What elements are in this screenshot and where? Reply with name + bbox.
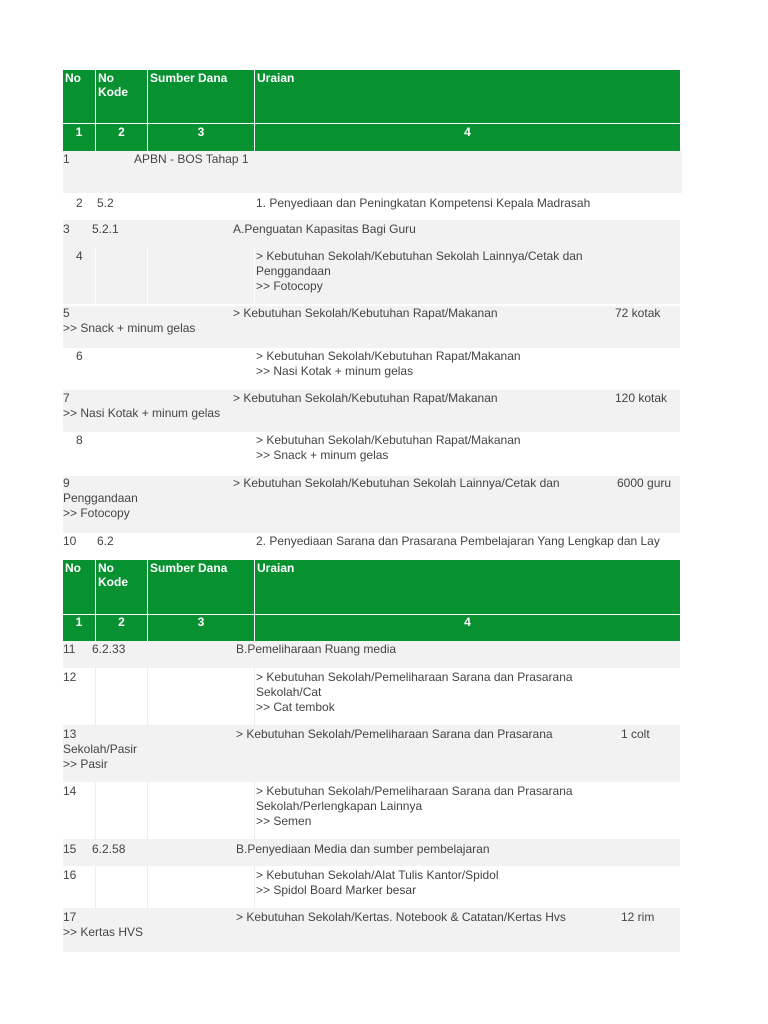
table-row bbox=[63, 247, 680, 304]
row-kode: 6.2.33 bbox=[92, 642, 126, 656]
header-num-4: 4 bbox=[464, 125, 471, 139]
row-text: > Kebutuhan Sekolah/Pemeliharaan Sarana dan Prasarana Sekolah/Cat >> Cat tembok bbox=[256, 670, 573, 714]
table-row bbox=[63, 839, 680, 866]
row-text: > Kebutuhan Sekolah/Kebutuhan Sekolah Lainnya/Cetak dan bbox=[233, 476, 560, 490]
table-row bbox=[63, 476, 680, 533]
row-text: 2. Penyediaan Sarana dan Prasarana Pembelajaran Yang Lengkap dan Lay bbox=[256, 534, 660, 548]
row-text: > Kebutuhan Sekolah/Kebutuhan Rapat/Makanan bbox=[233, 391, 498, 405]
header-num-2: 2 bbox=[118, 615, 125, 629]
table-header bbox=[63, 70, 680, 151]
header-kode: No Kode bbox=[95, 70, 147, 151]
row-no: 6 bbox=[76, 349, 83, 363]
header-sumber-dana: Sumber Dana bbox=[147, 70, 254, 151]
row-no: 4 bbox=[76, 249, 83, 263]
row-subtext: >> Kertas HVS bbox=[63, 925, 144, 939]
row-text: > Kebutuhan Sekolah/Kebutuhan Rapat/Makanan >> Snack + minum gelas bbox=[256, 433, 521, 462]
row-kode: 6.2.58 bbox=[92, 842, 126, 856]
table-row bbox=[63, 306, 680, 348]
row-no: 14 bbox=[63, 784, 77, 798]
row-text: > Kebutuhan Sekolah/Pemeliharaan Sarana dan Prasarana Sekolah/Perlengkapan Lainnya >> Semen bbox=[256, 784, 573, 828]
header-no: No bbox=[65, 561, 81, 575]
row-kode: 6.2 bbox=[97, 534, 114, 548]
row-subtext: Penggandaan >> Fotocopy bbox=[63, 491, 138, 520]
header-num-3: 3 bbox=[197, 615, 205, 629]
header-num-4: 4 bbox=[464, 615, 471, 629]
table-row bbox=[63, 782, 680, 839]
row-text: A.Penguatan Kapasitas Bagi Guru bbox=[233, 222, 416, 236]
row-qty: 12 rim bbox=[621, 910, 655, 924]
header-sumber-dana: Sumber Dana bbox=[147, 560, 254, 641]
table-row bbox=[63, 641, 680, 668]
header-uraian: Uraian bbox=[254, 560, 680, 641]
row-kode: 5.2 bbox=[97, 196, 114, 210]
row-qty: 6000 guru bbox=[617, 476, 672, 490]
row-text: > Kebutuhan Sekolah/Kertas. Notebook & Catatan/Kertas Hvs bbox=[236, 910, 566, 924]
row-subtext: Sekolah/Pasir >> Pasir bbox=[63, 742, 138, 771]
row-no: 11 bbox=[63, 642, 76, 656]
row-qty: 1 colt bbox=[621, 727, 650, 741]
row-no: 5 bbox=[63, 306, 70, 320]
header-num-2: 2 bbox=[118, 125, 125, 139]
header-uraian: Uraian bbox=[254, 70, 680, 151]
row-no: 8 bbox=[76, 433, 83, 447]
row-no: 12 bbox=[63, 670, 77, 684]
table-row bbox=[63, 151, 682, 193]
row-text: > Kebutuhan Sekolah/Kebutuhan Sekolah Lainnya/Cetak dan Penggandaan >> Fotocopy bbox=[256, 249, 583, 293]
table-row bbox=[63, 390, 680, 432]
row-text: > Kebutuhan Sekolah/Kebutuhan Rapat/Makanan >> Nasi Kotak + minum gelas bbox=[256, 349, 521, 378]
row-no: 16 bbox=[63, 868, 77, 882]
row-no: 3 bbox=[63, 222, 70, 236]
row-no: 7 bbox=[63, 391, 70, 405]
table-row bbox=[63, 533, 680, 560]
row-no: 2 bbox=[76, 196, 83, 210]
row-subtext: >> Nasi Kotak + minum gelas bbox=[63, 406, 221, 420]
table-row bbox=[63, 193, 680, 220]
row-text: B.Penyediaan Media dan sumber pembelajaran bbox=[236, 842, 490, 856]
row-qty: 120 kotak bbox=[615, 391, 668, 405]
row-text: > Kebutuhan Sekolah/Alat Tulis Kantor/Spidol >> Spidol Board Marker besar bbox=[256, 868, 499, 897]
table-header bbox=[63, 560, 680, 641]
row-subtext: >> Snack + minum gelas bbox=[63, 321, 196, 335]
row-no: 17 bbox=[63, 910, 77, 924]
row-text: B.Pemeliharaan Ruang media bbox=[236, 642, 397, 656]
header-kode: No Kode bbox=[95, 560, 147, 641]
table-row bbox=[63, 432, 680, 476]
table-row bbox=[63, 908, 680, 952]
row-kode: 5.2.1 bbox=[92, 222, 119, 236]
row-no: 15 bbox=[63, 842, 77, 856]
row-text: 1. Penyediaan dan Peningkatan Kompetensi Kepala Madrasah bbox=[256, 196, 591, 210]
header-num-1: 1 bbox=[75, 125, 83, 139]
table-row bbox=[63, 668, 680, 725]
row-text: APBN - BOS Tahap 1 bbox=[134, 152, 249, 166]
row-qty: 72 kotak bbox=[615, 306, 661, 320]
row-text: > Kebutuhan Sekolah/Pemeliharaan Sarana dan Prasarana bbox=[236, 727, 553, 741]
row-no: 13 bbox=[63, 727, 77, 741]
table-row bbox=[63, 220, 680, 247]
table-row bbox=[63, 725, 680, 782]
row-text: > Kebutuhan Sekolah/Kebutuhan Rapat/Makanan bbox=[233, 306, 498, 320]
table-row bbox=[63, 348, 680, 390]
header-num-3: 3 bbox=[197, 125, 205, 139]
table-row bbox=[63, 866, 680, 908]
row-no: 1 bbox=[63, 152, 70, 166]
header-num-1: 1 bbox=[75, 615, 83, 629]
header-no: No bbox=[65, 71, 81, 85]
row-no: 10 bbox=[63, 534, 77, 548]
row-no: 9 bbox=[63, 476, 70, 490]
